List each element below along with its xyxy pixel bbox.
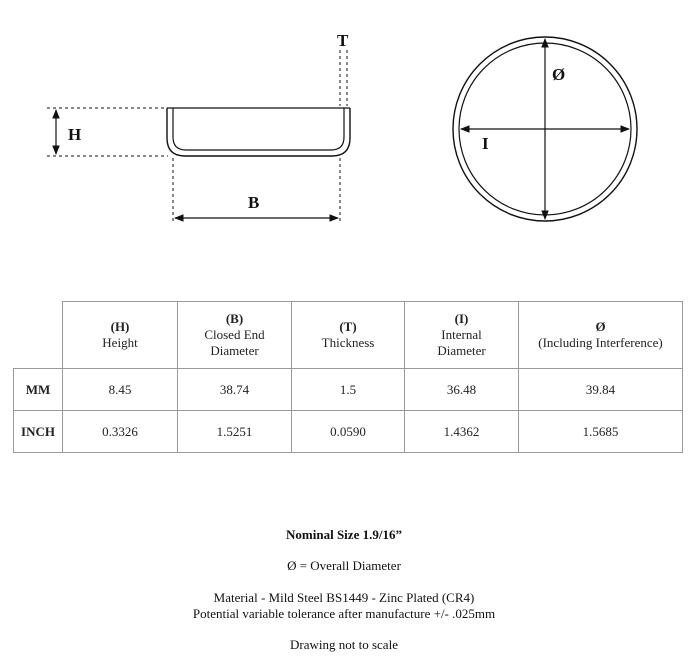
scale-note: Drawing not to scale bbox=[290, 637, 398, 652]
header-overall-diameter: Ø (Including Interference) bbox=[519, 302, 683, 369]
nominal-size-note: Nominal Size 1.9/16” bbox=[286, 527, 402, 542]
b-label: B bbox=[248, 193, 260, 212]
cell-inch-closed-end-diameter: 1.5251 bbox=[178, 411, 292, 453]
cup-outer-profile bbox=[167, 108, 350, 156]
header-internal-diameter: (I) Internal Diameter bbox=[405, 302, 519, 369]
cell-mm-overall-diameter: 39.84 bbox=[519, 369, 683, 411]
table-row-mm bbox=[14, 369, 683, 411]
row-label-inch: INCH bbox=[14, 411, 63, 453]
thickness-label: T bbox=[337, 31, 349, 50]
header-height: (H) Height bbox=[63, 302, 178, 369]
header-closed-end-diameter: (B) Closed End Diameter bbox=[178, 302, 292, 369]
cell-inch-overall-diameter: 1.5685 bbox=[519, 411, 683, 453]
dimensions-table bbox=[13, 301, 683, 453]
material-note: Material - Mild Steel BS1449 - Zinc Plated (CR4) bbox=[213, 590, 475, 605]
cell-mm-closed-end-diameter: 38.74 bbox=[178, 369, 292, 411]
table-row-inch bbox=[14, 411, 683, 453]
cell-mm-thickness: 1.5 bbox=[292, 369, 405, 411]
cell-inch-thickness: 0.0590 bbox=[292, 411, 405, 453]
top-view bbox=[453, 37, 637, 221]
overall-diameter-label: Ø bbox=[552, 65, 566, 84]
overall-diameter-note: Ø = Overall Diameter bbox=[287, 558, 401, 573]
header-thickness: (T) Thickness bbox=[292, 302, 405, 369]
cup-inner-profile bbox=[173, 108, 344, 150]
cell-inch-internal-diameter: 1.4362 bbox=[405, 411, 519, 453]
cell-inch-height: 0.3326 bbox=[63, 411, 178, 453]
height-label: H bbox=[68, 125, 82, 144]
cell-mm-internal-diameter: 36.48 bbox=[405, 369, 519, 411]
internal-diameter-label: I bbox=[482, 134, 489, 153]
cell-mm-height: 8.45 bbox=[63, 369, 178, 411]
table-corner bbox=[14, 302, 63, 369]
tolerance-note: Potential variable tolerance after manufacture +/- .025mm bbox=[192, 606, 496, 621]
technical-drawing bbox=[0, 0, 688, 290]
row-label-mm: MM bbox=[14, 369, 63, 411]
side-view bbox=[47, 50, 350, 222]
table-header-row bbox=[14, 302, 683, 369]
